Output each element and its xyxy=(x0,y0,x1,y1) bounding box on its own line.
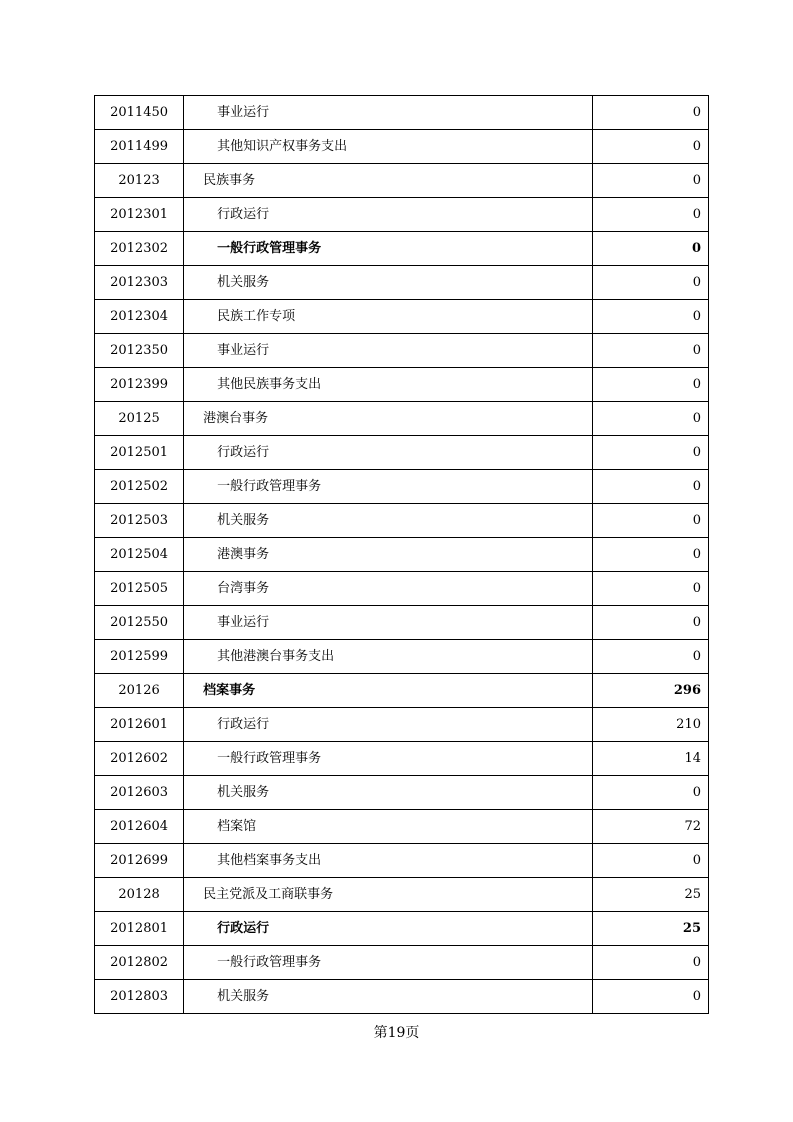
row-amount: 0 xyxy=(592,504,708,538)
page-number: 第19页 xyxy=(373,1025,420,1041)
table-row xyxy=(95,810,709,844)
row-amount: 14 xyxy=(592,742,708,776)
table-row xyxy=(95,844,709,878)
row-name: 其他档案事务支出 xyxy=(184,844,593,878)
row-code: 2012550 xyxy=(95,606,184,640)
row-code: 20128 xyxy=(95,878,184,912)
row-name: 行政运行 xyxy=(184,912,593,946)
table-row xyxy=(95,470,709,504)
row-amount: 0 xyxy=(592,402,708,436)
table-body xyxy=(95,96,709,1014)
row-code: 2012505 xyxy=(95,572,184,606)
row-name: 其他民族事务支出 xyxy=(184,368,593,402)
row-name: 机关服务 xyxy=(184,776,593,810)
table-row xyxy=(95,912,709,946)
row-code: 2012602 xyxy=(95,742,184,776)
row-code: 2012802 xyxy=(95,946,184,980)
row-name: 港澳台事务 xyxy=(184,402,593,436)
row-code: 2012803 xyxy=(95,980,184,1014)
row-code: 2012502 xyxy=(95,470,184,504)
row-amount: 0 xyxy=(592,164,708,198)
row-name: 港澳事务 xyxy=(184,538,593,572)
row-name: 民主党派及工商联事务 xyxy=(184,878,593,912)
table-row xyxy=(95,878,709,912)
table-row xyxy=(95,946,709,980)
row-code: 2012399 xyxy=(95,368,184,402)
row-amount: 0 xyxy=(592,130,708,164)
row-amount: 210 xyxy=(592,708,708,742)
row-name: 其他港澳台事务支出 xyxy=(184,640,593,674)
row-name: 一般行政管理事务 xyxy=(184,470,593,504)
table-row xyxy=(95,572,709,606)
row-name: 机关服务 xyxy=(184,980,593,1014)
row-code: 2012504 xyxy=(95,538,184,572)
row-amount: 0 xyxy=(592,470,708,504)
row-amount: 0 xyxy=(592,980,708,1014)
table-row xyxy=(95,368,709,402)
table-row xyxy=(95,130,709,164)
budget-table xyxy=(94,95,709,1014)
row-code: 2012603 xyxy=(95,776,184,810)
row-name: 民族工作专项 xyxy=(184,300,593,334)
table-row xyxy=(95,300,709,334)
row-amount: 0 xyxy=(592,300,708,334)
row-amount: 0 xyxy=(592,436,708,470)
row-amount: 25 xyxy=(592,878,708,912)
row-code: 2011499 xyxy=(95,130,184,164)
row-code: 2011450 xyxy=(95,96,184,130)
row-code: 2012599 xyxy=(95,640,184,674)
row-name: 事业运行 xyxy=(184,334,593,368)
row-code: 2012301 xyxy=(95,198,184,232)
row-amount: 296 xyxy=(592,674,708,708)
row-name: 其他知识产权事务支出 xyxy=(184,130,593,164)
row-code: 2012801 xyxy=(95,912,184,946)
row-amount: 0 xyxy=(592,640,708,674)
table-row xyxy=(95,198,709,232)
row-amount: 25 xyxy=(592,912,708,946)
row-amount: 0 xyxy=(592,606,708,640)
row-name: 档案馆 xyxy=(184,810,593,844)
row-amount: 0 xyxy=(592,572,708,606)
row-amount: 0 xyxy=(592,776,708,810)
table-row xyxy=(95,232,709,266)
row-amount: 0 xyxy=(592,96,708,130)
row-code: 2012302 xyxy=(95,232,184,266)
table-row xyxy=(95,504,709,538)
row-code: 20126 xyxy=(95,674,184,708)
table-row xyxy=(95,266,709,300)
row-amount: 0 xyxy=(592,198,708,232)
table-row xyxy=(95,436,709,470)
row-amount: 0 xyxy=(592,232,708,266)
table-row xyxy=(95,164,709,198)
row-amount: 0 xyxy=(592,334,708,368)
row-code: 2012503 xyxy=(95,504,184,538)
row-name: 行政运行 xyxy=(184,198,593,232)
row-name: 一般行政管理事务 xyxy=(184,232,593,266)
row-name: 台湾事务 xyxy=(184,572,593,606)
row-code: 20125 xyxy=(95,402,184,436)
table-row xyxy=(95,606,709,640)
row-code: 2012501 xyxy=(95,436,184,470)
row-code: 2012601 xyxy=(95,708,184,742)
row-amount: 0 xyxy=(592,538,708,572)
table-row xyxy=(95,708,709,742)
row-name: 一般行政管理事务 xyxy=(184,946,593,980)
table-row xyxy=(95,402,709,436)
row-code: 2012699 xyxy=(95,844,184,878)
table-row xyxy=(95,334,709,368)
row-code: 2012604 xyxy=(95,810,184,844)
row-name: 事业运行 xyxy=(184,96,593,130)
row-name: 行政运行 xyxy=(184,436,593,470)
row-name: 档案事务 xyxy=(184,674,593,708)
table-row xyxy=(95,980,709,1014)
row-name: 机关服务 xyxy=(184,504,593,538)
table-row xyxy=(95,742,709,776)
table-row xyxy=(95,776,709,810)
row-name: 民族事务 xyxy=(184,164,593,198)
row-amount: 0 xyxy=(592,368,708,402)
row-code: 2012350 xyxy=(95,334,184,368)
row-name: 一般行政管理事务 xyxy=(184,742,593,776)
row-name: 机关服务 xyxy=(184,266,593,300)
row-name: 行政运行 xyxy=(184,708,593,742)
row-code: 20123 xyxy=(95,164,184,198)
row-code: 2012304 xyxy=(95,300,184,334)
row-amount: 0 xyxy=(592,946,708,980)
table-row xyxy=(95,640,709,674)
row-amount: 0 xyxy=(592,266,708,300)
row-amount: 0 xyxy=(592,844,708,878)
row-code: 2012303 xyxy=(95,266,184,300)
row-amount: 72 xyxy=(592,810,708,844)
row-name: 事业运行 xyxy=(184,606,593,640)
table-row xyxy=(95,96,709,130)
table-row xyxy=(95,538,709,572)
table-row xyxy=(95,674,709,708)
